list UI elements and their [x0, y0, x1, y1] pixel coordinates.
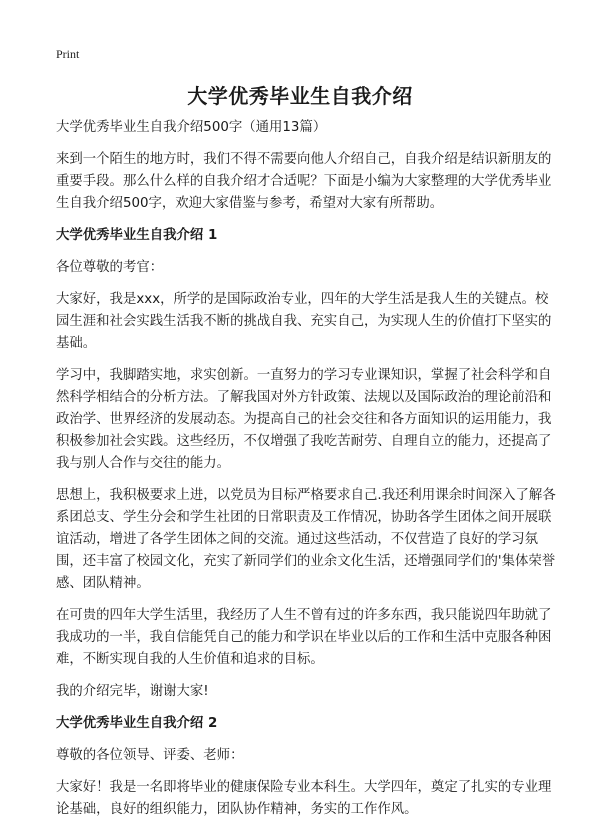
- section-1-paragraph: 思想上，我积极要求上进，以党员为目标严格要求自己.我还利用课余时间深入了解各系团总支、学生分会和学生社团的日常职责及工作情况，协助各学生团体之间开展联谊活动，增进了各学生团体之间的交流。通过这些活动，不仅营造了良好的学习氛围，还丰富了校园文化，充实了新同学们的业余文化生活，还增强同学们的'集体荣誉感、团队精神。: [56, 488, 556, 591]
- page-title: 大学优秀毕业生自我介绍: [187, 84, 413, 108]
- section-1-heading: 大学优秀毕业生自我介绍 1: [56, 228, 218, 243]
- section-1-paragraph: 大家好，我是xxx，所学的是国际政治专业，四年的大学生活是我人生的关键点。校园生涯和社会实践生活我不断的挑战自我、充实自己，为实现人生的价值打下坚实的基础。: [56, 292, 552, 351]
- section-1-paragraph: 各位尊敬的考官：: [56, 260, 164, 275]
- document-body: [56, 117, 556, 831]
- print-label[interactable]: Print: [56, 47, 80, 61]
- section-2-heading: 大学优秀毕业生自我介绍 2: [56, 716, 218, 731]
- document-subtitle: 大学优秀毕业生自我介绍500字（通用13篇）: [56, 120, 327, 135]
- intro-paragraph: 来到一个陌生的地方时，我们不得不需要向他人介绍自己，自我介绍是结识新朋友的重要手段。那么什么样的自我介绍才合适呢？下面是小编为大家整理的大学优秀毕业生自我介绍500字，欢迎大家借鉴与参考，希望对大家有所帮助。: [56, 152, 552, 211]
- section-1-paragraph: 我的介绍完毕，谢谢大家!: [56, 684, 209, 699]
- section-2-paragraph: 尊敬的各位领导、评委、老师：: [56, 748, 244, 763]
- section-2-paragraph: 大家好！我是一名即将毕业的健康保险专业本科生。大学四年，奠定了扎实的专业理论基础，良好的组织能力，团队协作精神，务实的工作作风。: [56, 780, 552, 817]
- section-1-paragraph: 学习中，我脚踏实地，求实创新。一直努力的学习专业课知识，掌握了社会科学和自然科学相结合的分析方法。了解我国对外方针政策、法规以及国际政治的理论前沿和政治学、世界经济的发展动态。为提高自己的社会交往和各方面知识的运用能力，我积极参加社会实践。这些经历，不仅增强了我吃苦耐劳、自理自立的能力，还提高了我与别人合作与交往的能力。: [56, 368, 552, 471]
- section-1-paragraph: 在可贵的四年大学生活里，我经历了人生不曾有过的许多东西，我只能说四年助就了我成功的一半，我自信能凭自己的能力和学识在毕业以后的工作和生活中克服各种困难，不断实现自我的人生价值和追求的目标。: [56, 608, 552, 667]
